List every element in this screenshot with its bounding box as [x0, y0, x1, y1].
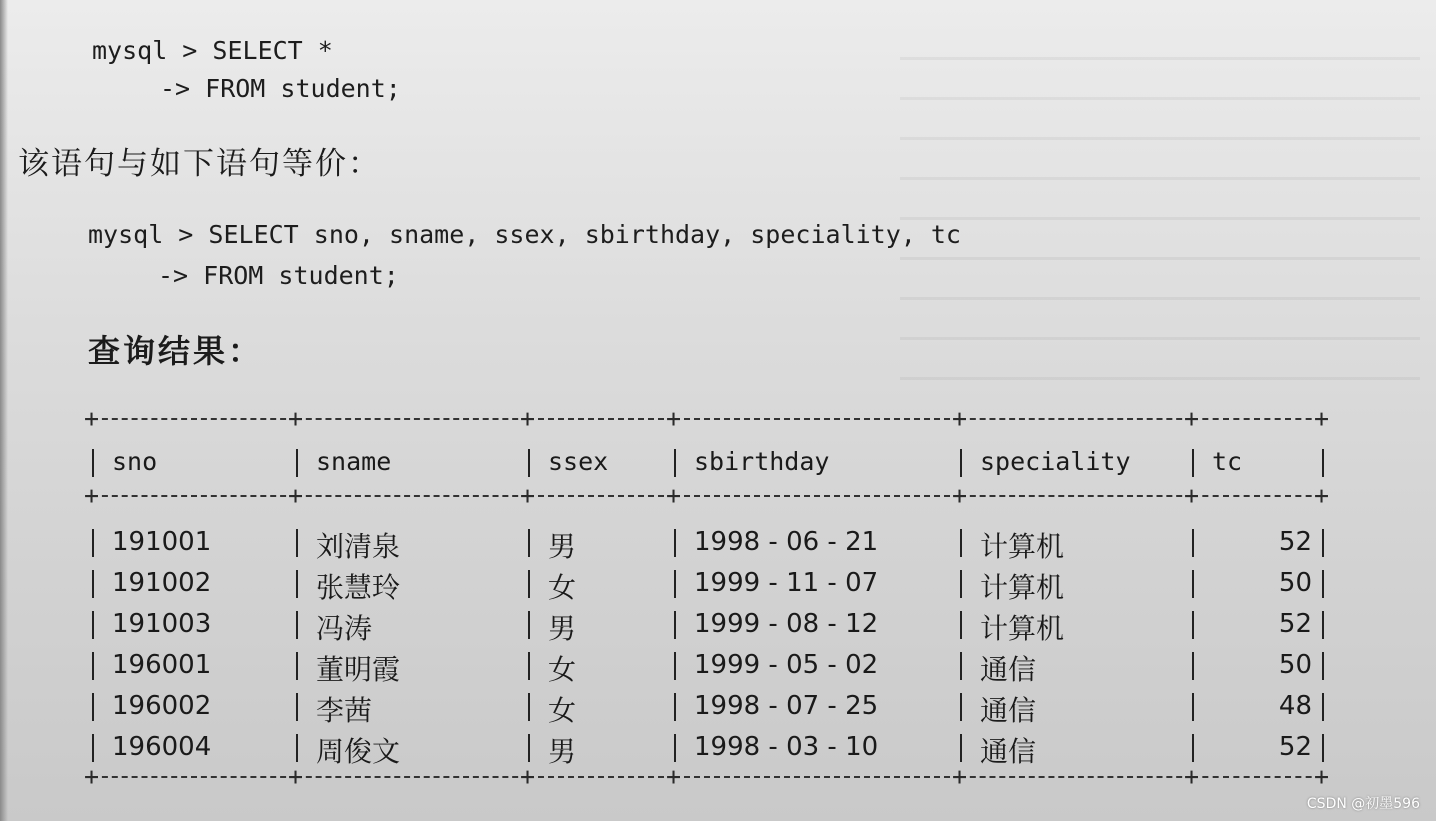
- table-cell: 通信: [980, 653, 1037, 686]
- table-border-plus: +: [952, 481, 968, 510]
- table-pipe: [92, 449, 94, 477]
- query2-line1: mysql > SELECT sno, sname, ssex, sbirthday, speciality, tc: [88, 220, 961, 249]
- table-pipe: [960, 734, 962, 762]
- table-cell: 50: [1278, 568, 1312, 598]
- table-border-plus: +: [520, 404, 536, 433]
- table-pipe: [1192, 570, 1194, 598]
- table-cell: 1999 - 05 - 02: [694, 650, 879, 680]
- table-border-plus: +: [1184, 404, 1200, 433]
- table-cell: 计算机: [980, 571, 1065, 604]
- table-border-plus: +: [666, 481, 682, 510]
- table-border-segment: [296, 776, 528, 778]
- table-cell: 52: [1278, 732, 1312, 762]
- table-pipe: [92, 693, 94, 721]
- table-pipe: [296, 529, 298, 557]
- table-pipe: [960, 693, 962, 721]
- table-cell: 191002: [112, 568, 212, 598]
- table-pipe: [92, 529, 94, 557]
- table-pipe: [528, 449, 530, 477]
- table-header-1: sname: [316, 447, 392, 476]
- table-pipe: [92, 611, 94, 639]
- table-cell: 董明霞: [316, 653, 401, 686]
- table-header-4: speciality: [980, 447, 1131, 476]
- table-border-segment: [674, 776, 960, 778]
- table-pipe: [674, 611, 676, 639]
- table-pipe: [1322, 529, 1324, 557]
- table-border-plus: +: [520, 481, 536, 510]
- table-cell: 52: [1278, 527, 1312, 557]
- table-pipe: [296, 449, 298, 477]
- table-border-segment: [92, 495, 296, 497]
- table-border-segment: [960, 418, 1192, 420]
- table-border-plus: +: [288, 481, 304, 510]
- page-edge-shadow: [0, 0, 8, 821]
- table-border-plus: +: [666, 404, 682, 433]
- table-pipe: [1322, 611, 1324, 639]
- result-heading: 查询结果：: [88, 332, 264, 370]
- table-header-2: ssex: [548, 447, 609, 476]
- table-pipe: [92, 652, 94, 680]
- table-pipe: [92, 570, 94, 598]
- table-pipe: [528, 611, 530, 639]
- table-border-segment: [92, 418, 296, 420]
- table-cell: 50: [1278, 650, 1312, 680]
- table-pipe: [674, 570, 676, 598]
- table-pipe: [674, 652, 676, 680]
- table-pipe: [1322, 570, 1324, 598]
- table-cell: 1999 - 11 - 07: [694, 568, 879, 598]
- table-pipe: [960, 449, 962, 477]
- table-pipe: [1192, 693, 1194, 721]
- table-border-segment: [528, 495, 674, 497]
- watermark: CSDN @初墨596: [1306, 796, 1420, 812]
- table-cell: 女: [548, 653, 577, 686]
- table-pipe: [1322, 652, 1324, 680]
- table-cell: 刘清泉: [316, 530, 401, 563]
- table-cell: 女: [548, 571, 577, 604]
- table-pipe: [960, 529, 962, 557]
- table-cell: 冯涛: [316, 612, 373, 645]
- table-border-plus: +: [288, 762, 304, 791]
- table-border-plus: +: [520, 762, 536, 791]
- table-header-3: sbirthday: [694, 447, 830, 476]
- table-pipe: [296, 652, 298, 680]
- table-cell: 通信: [980, 694, 1037, 727]
- bleed-through-text: [900, 20, 1420, 380]
- table-pipe: [296, 693, 298, 721]
- table-cell: 52: [1278, 609, 1312, 639]
- table-border-plus: +: [1184, 481, 1200, 510]
- table-pipe: [528, 734, 530, 762]
- table-pipe: [1322, 734, 1324, 762]
- table-border-segment: [528, 418, 674, 420]
- table-cell: 计算机: [980, 530, 1065, 563]
- table-cell: 1999 - 08 - 12: [694, 609, 879, 639]
- table-border-plus: +: [666, 762, 682, 791]
- table-pipe: [528, 652, 530, 680]
- table-border-plus: +: [1314, 762, 1330, 791]
- table-pipe: [674, 693, 676, 721]
- table-cell: 计算机: [980, 612, 1065, 645]
- table-border-segment: [960, 776, 1192, 778]
- equivalent-sentence: 该语句与如下语句等价：: [18, 146, 381, 182]
- table-cell: 196001: [112, 650, 212, 680]
- table-border-plus: +: [288, 404, 304, 433]
- table-border-plus: +: [84, 481, 100, 510]
- table-cell: 196004: [112, 732, 212, 762]
- table-cell: 191001: [112, 527, 212, 557]
- table-pipe: [1322, 693, 1324, 721]
- table-pipe: [528, 570, 530, 598]
- table-border-segment: [528, 776, 674, 778]
- table-pipe: [528, 693, 530, 721]
- table-pipe: [1192, 529, 1194, 557]
- table-cell: 191003: [112, 609, 212, 639]
- table-border-plus: +: [1184, 762, 1200, 791]
- table-pipe: [1322, 449, 1324, 477]
- table-cell: 男: [548, 735, 577, 768]
- table-cell: 1998 - 06 - 21: [694, 527, 879, 557]
- table-border-segment: [1192, 776, 1322, 778]
- table-header-5: tc: [1212, 447, 1243, 476]
- table-pipe: [1192, 734, 1194, 762]
- table-border-plus: +: [952, 762, 968, 791]
- table-pipe: [296, 734, 298, 762]
- table-cell: 196002: [112, 691, 212, 721]
- table-border-plus: +: [1314, 404, 1330, 433]
- table-pipe: [1192, 652, 1194, 680]
- table-border-segment: [960, 495, 1192, 497]
- table-cell: 男: [548, 612, 577, 645]
- table-border-segment: [296, 418, 528, 420]
- table-cell: 周俊文: [316, 735, 401, 768]
- table-border-segment: [296, 495, 528, 497]
- table-cell: 男: [548, 530, 577, 563]
- query1-line1: mysql > SELECT *: [92, 36, 333, 65]
- query1-line2: -> FROM student;: [160, 74, 401, 103]
- table-pipe: [528, 529, 530, 557]
- table-pipe: [674, 529, 676, 557]
- table-cell: 李茜: [316, 694, 373, 727]
- table-header-0: sno: [112, 447, 158, 476]
- table-cell: 通信: [980, 735, 1037, 768]
- table-border-segment: [674, 495, 960, 497]
- table-border-segment: [1192, 495, 1322, 497]
- table-cell: 48: [1278, 691, 1312, 721]
- table-border-segment: [92, 776, 296, 778]
- table-pipe: [92, 734, 94, 762]
- table-pipe: [960, 570, 962, 598]
- table-pipe: [296, 611, 298, 639]
- table-cell: 1998 - 03 - 10: [694, 732, 879, 762]
- table-cell: 张慧玲: [316, 571, 401, 604]
- table-pipe: [674, 449, 676, 477]
- table-pipe: [1192, 611, 1194, 639]
- table-pipe: [1192, 449, 1194, 477]
- table-pipe: [296, 570, 298, 598]
- table-border-segment: [674, 418, 960, 420]
- table-border-plus: +: [84, 404, 100, 433]
- table-pipe: [960, 611, 962, 639]
- query2-line2: -> FROM student;: [158, 261, 399, 290]
- table-cell: 女: [548, 694, 577, 727]
- table-border-plus: +: [1314, 481, 1330, 510]
- table-border-segment: [1192, 418, 1322, 420]
- table-border-plus: +: [952, 404, 968, 433]
- table-cell: 1998 - 07 - 25: [694, 691, 879, 721]
- table-border-plus: +: [84, 762, 100, 791]
- table-pipe: [674, 734, 676, 762]
- table-pipe: [960, 652, 962, 680]
